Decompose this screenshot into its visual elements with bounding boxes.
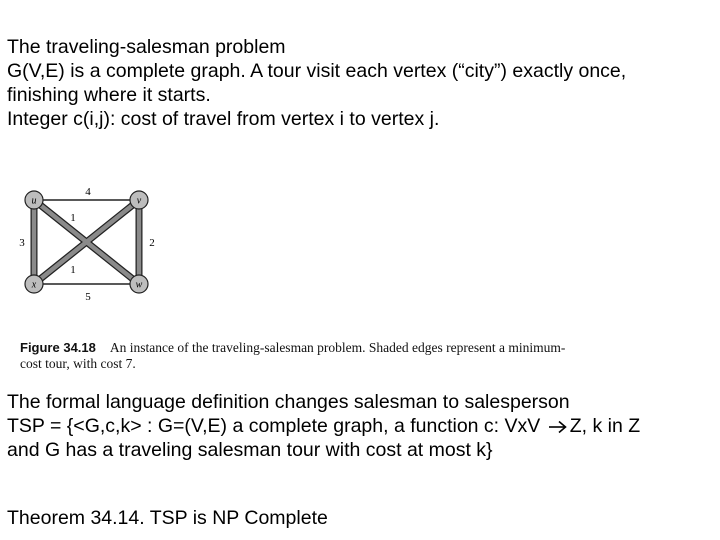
weight-u-v: 4: [85, 186, 91, 198]
caption-text-continued: cost tour, with cost 7.: [20, 356, 136, 371]
figure-number: Figure 34.18: [20, 340, 96, 355]
graph-definition-continued: finishing where it starts.: [7, 84, 211, 106]
vertex-u-label: u: [31, 195, 37, 207]
vertex-w-label: w: [135, 279, 143, 291]
weight-x-w: 5: [85, 291, 91, 303]
vertex-x: [25, 275, 43, 293]
tour-edges: [34, 200, 139, 284]
caption-text: An instance of the traveling-salesman problem. Shaded edges represent a minimum-: [109, 340, 566, 355]
vertex-x-label: x: [31, 279, 37, 291]
weight-u-x: 3: [19, 237, 25, 249]
tsp-definition: TSP = {<G,c,k> : G=(V,E) a complete graph, a function c: VxV Z, k in Z: [7, 415, 641, 437]
formal-definition: [7, 390, 640, 462]
vertex-v-label: v: [136, 195, 142, 207]
tsp-graph-figure: [16, 180, 166, 305]
weight-u-w: 1: [70, 212, 76, 224]
cost-definition: Integer c(i,j): cost of travel from vertex i to vertex j.: [7, 108, 440, 130]
weight-x-v: 1: [70, 264, 76, 276]
arrow-right-icon: [548, 420, 568, 434]
formal-language-note: The formal language definition changes salesman to salesperson: [7, 391, 570, 413]
figure-caption: [20, 340, 710, 372]
vertex-w: [130, 275, 148, 293]
weight-v-w: 2: [149, 237, 155, 249]
intro-text: [7, 35, 626, 131]
tsp-definition-continued: and G has a traveling salesman tour with cost at most k}: [7, 439, 493, 461]
vertex-v: [130, 191, 148, 209]
theorem-statement: Theorem 34.14. TSP is NP Complete: [7, 507, 328, 529]
graph-svg: [16, 180, 166, 305]
problem-title: The traveling-salesman problem: [7, 36, 286, 58]
vertex-u: [25, 191, 43, 209]
graph-definition: G(V,E) is a complete graph. A tour visit each vertex (“city”) exactly once,: [7, 60, 627, 82]
